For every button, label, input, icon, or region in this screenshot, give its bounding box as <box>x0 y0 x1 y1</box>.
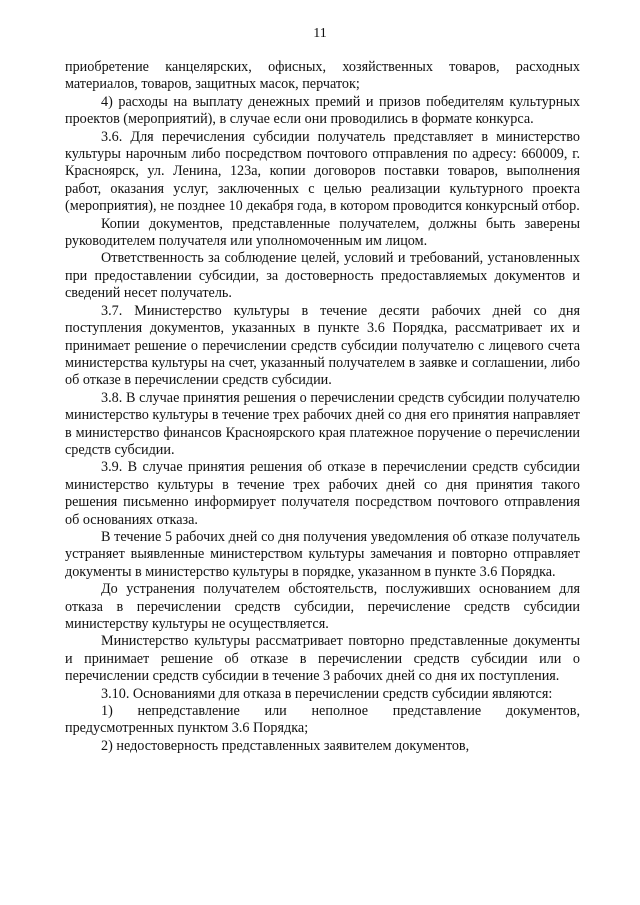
paragraph-3-7: 3.7. Министерство культуры в течение десяти рабочих дней со дня поступления документов, указанных в пункте 3.6 Порядка, рассматривает их и принимает решение о перечислении средств субсидии получателю с лицевого счета министерства культуры на счет, указанный получателем в заявке и соглашении, либо об отказе в перечислении средств субсидии. <box>65 302 580 389</box>
page-number: 11 <box>313 26 327 41</box>
paragraph-until-eliminated: До устранения получателем обстоятельств, послуживших основанием для отказа в перечислении средств субсидии, перечисление средств субсидии министерству культуры не осуществляется. <box>65 581 580 632</box>
paragraph-ground-1: 1) непредставление или неполное представление документов, предусмотренных пунктом 3.6 Порядка; <box>65 703 580 737</box>
paragraph-responsibility: Ответственность за соблюдение целей, условий и требований, установленных при предоставлении субсидии, за достоверность предоставляемых документов и сведений несет получатель. <box>65 250 580 302</box>
paragraph-ministry-review: Министерство культуры рассматривает повторно представленные документы и принимает решение об отказе в перечислении средств субсидии или о перечислении средств субсидии в течение 3 рабочих дней со дня их поступления. <box>65 633 580 685</box>
paragraph-ground-2: 2) недостоверность представленных заявителем документов, <box>101 737 470 754</box>
paragraph-item-4: 4) расходы на выплату денежных премий и призов победителям культурных проектов (мероприятий), в случае если они проводились в формате конкурса. <box>65 93 580 128</box>
paragraph-3-9: 3.9. В случае принятия решения об отказе в перечислении средств субсидии министерство культуры в течение трех рабочих дней со дня принятия такого решения письменно информирует получателя посредством почтового отправления об основаниях отказа. <box>65 459 580 528</box>
paragraph-notice-period: В течение 5 рабочих дней со дня получения уведомления об отказе получатель устраняет выявленные министерством культуры замечания и повторно отправляет документы в министерство культуры в порядке, указанном в пункте 3.6 Порядка. <box>65 528 580 580</box>
paragraph-3-6: 3.6. Для перечисления субсидии получатель представляет в министерство культуры нарочным либо посредством почтового отправления по адресу: 660009, г. Красноярск, ул. Ленина, 123а, копии договоров поставки товаров, выполнения работ, оказания услуг, заключенных с целью реализации культурного проекта (мероприятия), не позднее 10 декабря года, в котором проводится конкурсный отбор. <box>65 128 580 215</box>
paragraph-3-8: 3.8. В случае принятия решения о перечислении средств субсидии получателю министерство культуры в течение трех рабочих дней со дня его принятия направляет в министерство финансов Красноярского края платежное поручение о перечислении средств субсидии. <box>65 389 580 458</box>
paragraph-copies-certification: Копии документов, представленные получателем, должны быть заверены руководителем получателя или уполномоченным им лицом. <box>65 215 580 250</box>
paragraph-continuation: приобретение канцелярских, офисных, хозяйственных товаров, расходных материалов, товаров, защитных масок, перчаток; <box>65 59 580 93</box>
paragraph-3-10: 3.10. Основаниями для отказа в перечислении средств субсидии являются: <box>101 685 553 702</box>
document-body <box>65 59 580 755</box>
